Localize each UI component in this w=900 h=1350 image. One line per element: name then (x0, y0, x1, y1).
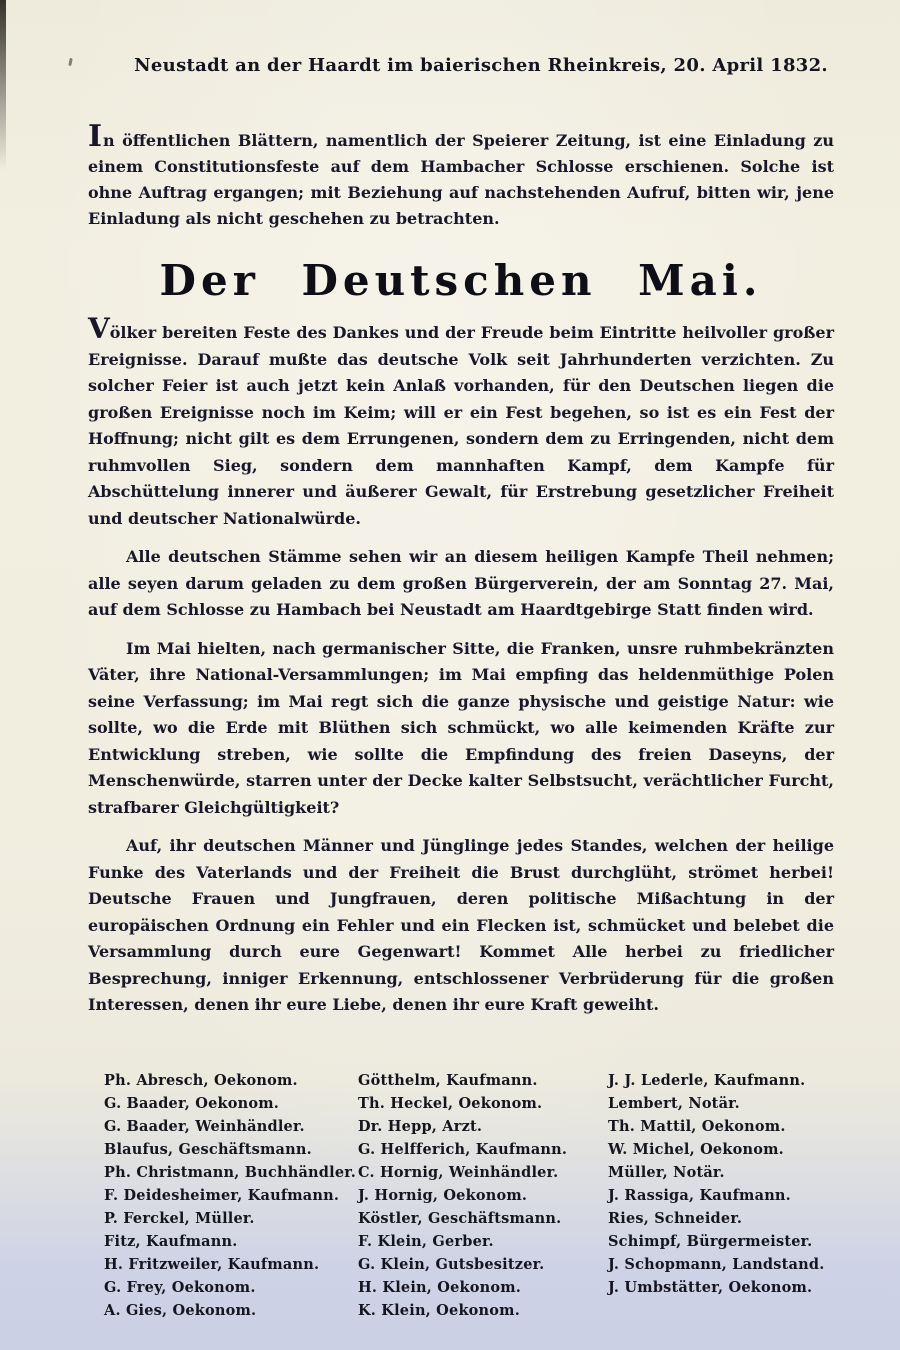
signature: J. Schopmann, Landstand. (608, 1255, 825, 1273)
dateline: Neustadt an der Haardt im baierischen Rheinkreis, 20. April 1832. (134, 55, 828, 76)
paragraph-1: Völker bereiten Feste des Dankes und der Freude beim Eintritte heilvoller großer Ereignisse. Darauf mußte das deutsche Volk seit Jahrhunderten verzichten. Zu solcher Feier ist auch jetzt kein Anlaß vorhanden, für den Deutschen liegen die großen Ereignisse noch im Keim; will er ein Fest begehen, so ist es ein Fest der Hoffnung; nicht gilt es dem Errungenen, sondern dem zu Erringenden, nicht dem ruhmvollen Sieg, sondern dem mannhaften Kampf, dem Kampfe für Abschüttelung innerer und äußerer Gewalt, für Erstrebung gesetzlicher Freiheit und deutscher Nationalwürde. (88, 312, 834, 528)
signature: Müller, Notär. (608, 1163, 725, 1181)
signature: J. J. Lederle, Kaufmann. (608, 1071, 806, 1089)
signature: J. Umbstätter, Oekonom. (608, 1278, 813, 1296)
signature: Lembert, Notär. (608, 1094, 740, 1112)
signature: G. Baader, Oekonom. (104, 1094, 280, 1112)
preamble-paragraph: In öffentlichen Blättern, namentlich der Speierer Zeitung, ist eine Einladung zu einem Constitutionsfeste auf dem Hambacher Schlosse erschienen. Solche ist ohne Auftrag ergangen; mit Beziehung auf nachstehenden Aufruf, bitten wir, jene Einladung als nicht geschehen zu betrachten. (88, 119, 834, 228)
paper-speck (68, 58, 73, 66)
paragraph-2: Alle deutschen Stämme sehen wir an diesem heiligen Kampfe Theil nehmen; alle seyen darum geladen zu dem großen Bürgerverein, der am Sonntag 27. Mai, auf dem Schlosse zu Hambach bei Neustadt am Haardtgebirge Statt finden wird. (88, 547, 834, 619)
paragraph-3: Im Mai hielten, nach germanischer Sitte, die Franken, unsre ruhmbekränzten Väter, ihre National-Versammlungen; im Mai empfing das heldenmüthige Polen seine Verfassung; im Mai regt sich die ganze physische und geistige Natur: wie sollte, wo die Erde mit Blüthen sich schmückt, wo alle keimenden Kräfte zur Entwicklung streben, wie sollte die Empfindung des freien Daseyns, der Menschenwürde, starren unter der Decke kalter Selbstsucht, verächtlicher Furcht, strafbarer Gleichgültigkeit? (88, 638, 834, 817)
document-page (88, 55, 834, 1322)
signature: J. Hornig, Oekonom. (358, 1186, 528, 1204)
signature: A. Gies, Oekonom. (104, 1301, 257, 1319)
signature: G. Baader, Weinhändler. (104, 1117, 305, 1135)
signature: G. Frey, Oekonom. (104, 1278, 256, 1296)
signature: G. Klein, Gutsbesitzer. (358, 1255, 545, 1273)
signature: H. Fritzweiler, Kaufmann. (104, 1255, 320, 1273)
signature: J. Rassiga, Kaufmann. (608, 1186, 791, 1204)
signature: Schimpf, Bürgermeister. (608, 1232, 813, 1250)
page-title: Der Deutschen Mai. (159, 256, 763, 305)
signature-column-1 (104, 1069, 358, 1322)
signature: Götthelm, Kaufmann. (358, 1071, 538, 1089)
signature: Ph. Christmann, Buchhändler. (104, 1163, 357, 1181)
signature: H. Klein, Oekonom. (358, 1278, 522, 1296)
signature: Ries, Schneider. (608, 1209, 743, 1227)
signature-block (88, 1069, 834, 1322)
signature: K. Klein, Oekonom. (358, 1301, 520, 1319)
signature-column-2 (358, 1069, 608, 1322)
signature: F. Deidesheimer, Kaufmann. (104, 1186, 340, 1204)
signature: Köstler, Geschäftsmann. (358, 1209, 562, 1227)
paragraph-4: Auf, ihr deutschen Männer und Jünglinge jedes Standes, welchen der heilige Funke des Vaterlands und der Freiheit die Brust durchglüht, strömet herbei! Deutsche Frauen und Jungfrauen, deren politische Mißachtung in der europäischen Ordnung ein Fehler und ein Flecken ist, schmücket und belebet die Versammlung durch eure Gegenwart! Kommet Alle herbei zu friedlicher Besprechung, inniger Erkennung, entschlossener Verbrüderung für die großen Interessen, denen ihr eure Liebe, denen ihr eure Kraft geweiht. (88, 836, 834, 1014)
signature: Fitz, Kaufmann. (104, 1232, 238, 1250)
signature: W. Michel, Oekonom. (608, 1140, 784, 1158)
signature: Blaufus, Geschäftsmann. (104, 1140, 312, 1158)
photo-edge-shadow (0, 0, 6, 170)
signature: P. Ferckel, Müller. (104, 1209, 255, 1227)
signature-column-3 (608, 1069, 824, 1322)
signature: G. Helfferich, Kaufmann. (358, 1140, 568, 1158)
signature: F. Klein, Gerber. (358, 1232, 494, 1250)
signature: Dr. Hepp, Arzt. (358, 1117, 483, 1135)
signature: Th. Heckel, Oekonom. (358, 1094, 543, 1112)
signature: Th. Mattil, Oekonom. (608, 1117, 786, 1135)
signature: C. Hornig, Weinhändler. (358, 1163, 559, 1181)
signature: Ph. Abresch, Oekonom. (104, 1071, 298, 1089)
